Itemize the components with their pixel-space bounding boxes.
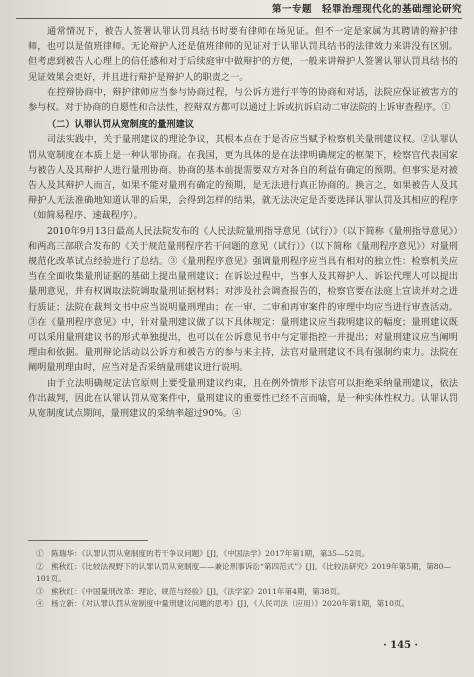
footnote: ① 陈瑞华：《认罪认罚从宽制度的若干争议问题》[J]，《中国法学》2017年第1期，第35—52页。 bbox=[36, 549, 370, 558]
footnote: ④ 杨立新：《对认罪认罚从宽制度中量刑建议问题的思考》[J]，《人民司法（应用）》2020年第1期，第10页。 bbox=[36, 599, 410, 609]
paragraph: 司法实践中，关于量刑建议的理论争议，其根本点在于是否应当赋予检察机关量刑建议权。②认罪认罚从宽制度在本质上是一种认罪协商。在我国，更为具体的是在法律明确规定的框架下，检察官代表国家与被告人及其辩护人进行量刑协商。协商的基本前提需要双方对各自的利益有确定的预期。但事实是对被告人及其辩护人而言，如果不能对量刑有确定的预期，是无法进行真正协商的。换言之，如果被告人及其辩护人无法准确地知道认罪的后果，会得到怎样的结果，就无法决定是否要选择认罪认罚及其相应的程序（如简易程序、速裁程序）。 bbox=[28, 134, 458, 222]
paragraph: 在控辩协商中，辩护律师应当参与协商过程，与公诉方进行平等的协商和对话，法院应保证被害方的参与权。对于协商的自愿性和合法性，控辩双方都可以通过上诉或抗诉启动二审法院的上诉审查程序。① bbox=[28, 86, 458, 114]
page-number: · 145 · bbox=[383, 640, 418, 651]
footnotes bbox=[28, 548, 458, 611]
footnote-rule bbox=[28, 540, 148, 547]
section-heading: （二）认罪认罚从宽制度的量刑建议 bbox=[47, 119, 194, 131]
running-header: 第一专题 轻罪治理现代化的基础理论研究 bbox=[16, 2, 462, 19]
paragraph: 由于立法明确规定法官原则上要受量刑建议约束，且在例外情形下法官可以拒绝采纳量刑建议，依法作出裁判，因此在认罪认罚从宽案件中，量刑建议的重要性已经不言而喻，是一种实体性权力。认罪认罚从宽制度试点期间，量刑建议的采纳率超过90%。④ bbox=[28, 377, 458, 420]
footnote: ③ 熊秋红：《中国量刑改革：理论、规范与经验》[J]，《法学家》2011年第4期，第38页。 bbox=[36, 586, 345, 596]
footnote: ② 熊秋红：《比较法视野下的认罪认罚从宽制度——兼论刑事诉讼“第四范式”》[J]，《比较法研究》2019年第5期，第80—101页。 bbox=[36, 561, 452, 584]
paragraph: 通常情况下，被告人签署认罪认罚具结书时要有律师在场见证。但不一定是家属为其聘请的辩护律师，也可以是值班律师。无论辩护人还是值班律师的见证对于认罪认罚具结书的法律效力来讲没有区别。但考虑到被告人心理上的信任感和对于后续庭审中做辩护的方便，一般来讲辩护人签署认罪认罚具结书的见证效果会更好，并且进行辩护是辩护人的职责之一。 bbox=[28, 26, 458, 83]
main-text bbox=[28, 24, 458, 421]
paragraph: 2010年9月13日最高人民法院发布的《人民法院量刑指导意见（试行）》（以下简称《量刑指导意见》）和两高三部联合发布的《关于规范量刑程序若干问题的意见（试行）》（以下简称《量刑程序意见》）对量刑规范化改革试点经验进行了总结。③《量刑程序意见》强调量刑程序应当具有相对的独立性：检察机关应当在全面收集量刑证据的基础上提出量刑建议；在诉讼过程中，当事人及其辩护人、诉讼代理人可以提出量刑意见，并有权调取法院调取量刑证据材料；对涉及社会调查报告的，检察官要在法庭上宣读并对之进行质证；法院在裁判文书中应当说明量刑理由；在一审、二审和再审案件的审理中均应当进行审查活动。③在《量刑程序意见》中，针对量刑建议做了以下具体规定：量刑建议应当载明建议的幅度；量刑建议既可以采用量刑建议书的形式单独提出，也可以在公诉意见书中与定罪指控一并提出；对量刑建议应当阐明理由和依据。量刑辩论活动以公诉方和被告方的参与来主持，法官对量刑建议不具有强制约束力。法院在阐明量刑理由时，应当对是否采纳量刑建议进行说明。 bbox=[28, 225, 458, 374]
